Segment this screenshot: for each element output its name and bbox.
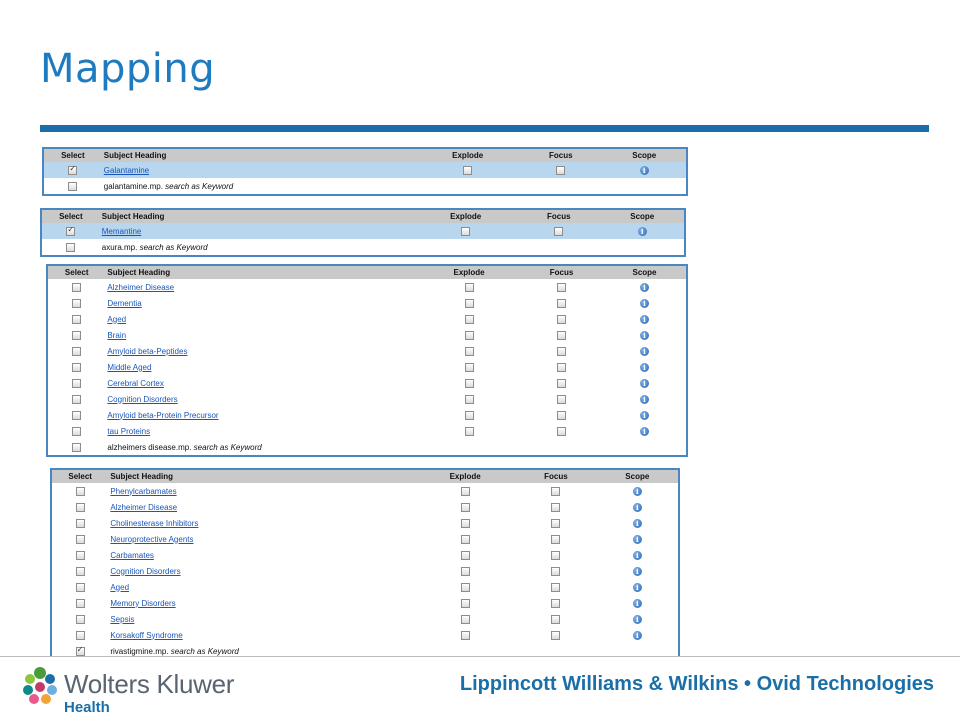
subject-heading-link[interactable]: Korsakoff Syndrome: [110, 630, 183, 640]
focus-checkbox[interactable]: [557, 347, 566, 356]
mapping-panel-memantine: [40, 208, 686, 257]
focus-checkbox[interactable]: [551, 567, 560, 576]
select-checkbox[interactable]: [76, 551, 85, 560]
explode-checkbox[interactable]: [461, 535, 470, 544]
table-row: [44, 178, 686, 194]
scope-info-icon[interactable]: i: [633, 583, 642, 592]
subject-heading-link[interactable]: Alzheimer Disease: [107, 282, 175, 292]
table-row: [48, 327, 686, 343]
explode-checkbox[interactable]: [465, 315, 474, 324]
wolters-kluwer-logo-icon: [20, 665, 60, 705]
table-row: [52, 515, 678, 531]
select-checkbox[interactable]: [76, 583, 85, 592]
table-row: [48, 439, 686, 455]
focus-checkbox[interactable]: [551, 487, 560, 496]
scope-info-icon[interactable]: i: [633, 551, 642, 560]
select-checkbox[interactable]: [72, 299, 81, 308]
scope-info-icon[interactable]: i: [633, 599, 642, 608]
subject-heading-link[interactable]: Amyloid beta-Peptides: [107, 346, 188, 356]
focus-checkbox[interactable]: [551, 615, 560, 624]
focus-checkbox[interactable]: [557, 299, 566, 308]
col-header-scope: Scope: [597, 470, 678, 483]
focus-checkbox[interactable]: [557, 379, 566, 388]
select-checkbox[interactable]: [76, 615, 85, 624]
scope-info-icon[interactable]: i: [633, 503, 642, 512]
subject-heading-link[interactable]: Carbamates: [110, 550, 154, 560]
mapping-panel-galantamine: [42, 147, 688, 196]
mapping-table: [42, 210, 684, 255]
table-row: [52, 531, 678, 547]
col-header-scope: Scope: [601, 210, 684, 223]
table-row: [42, 239, 684, 255]
subject-heading-link[interactable]: tau Proteins: [107, 426, 151, 436]
keyword-suffix: search as Keyword: [137, 242, 208, 252]
table-row: [52, 547, 678, 563]
explode-checkbox[interactable]: [465, 283, 474, 292]
select-checkbox[interactable]: [76, 567, 85, 576]
select-checkbox[interactable]: [72, 379, 81, 388]
focus-checkbox[interactable]: [551, 535, 560, 544]
table-row: [48, 311, 686, 327]
col-header-subject: Subject Heading: [108, 470, 415, 483]
select-checkbox[interactable]: [72, 347, 81, 356]
subject-heading-link[interactable]: Dementia: [107, 298, 142, 308]
keyword-term: rivastigmine.mp.: [110, 646, 169, 656]
subject-heading-link[interactable]: Aged: [107, 314, 127, 324]
select-checkbox[interactable]: [76, 599, 85, 608]
table-row: [48, 407, 686, 423]
table-header-row: [44, 149, 686, 162]
focus-checkbox[interactable]: [557, 283, 566, 292]
scope-info-icon[interactable]: i: [633, 487, 642, 496]
explode-checkbox[interactable]: [465, 427, 474, 436]
explode-checkbox[interactable]: [461, 487, 470, 496]
focus-checkbox[interactable]: [551, 583, 560, 592]
scope-info-icon[interactable]: i: [633, 567, 642, 576]
select-checkbox[interactable]: [76, 519, 85, 528]
table-row: [42, 223, 684, 239]
select-checkbox[interactable]: [76, 535, 85, 544]
focus-checkbox[interactable]: [551, 519, 560, 528]
subject-heading-link[interactable]: Cerebral Cortex: [107, 378, 164, 388]
subject-heading-link[interactable]: Brain: [107, 330, 127, 340]
select-checkbox[interactable]: [76, 487, 85, 496]
table-row: [44, 162, 686, 178]
keyword-suffix: search as Keyword: [168, 646, 239, 656]
scope-info-icon[interactable]: i: [640, 347, 649, 356]
explode-checkbox[interactable]: [465, 363, 474, 372]
focus-checkbox[interactable]: [551, 503, 560, 512]
subject-heading-link[interactable]: Cognition Disorders: [110, 566, 181, 576]
keyword-term: alzheimers disease.mp.: [107, 442, 192, 452]
subject-heading-link[interactable]: Memantine: [101, 226, 142, 236]
mapping-table: [52, 470, 678, 659]
focus-checkbox[interactable]: [551, 631, 560, 640]
col-header-scope: Scope: [603, 149, 686, 162]
scope-info-icon[interactable]: i: [640, 166, 649, 175]
title-divider: [40, 125, 929, 132]
explode-checkbox[interactable]: [461, 551, 470, 560]
col-header-explode: Explode: [416, 149, 519, 162]
col-header-focus: Focus: [519, 149, 602, 162]
select-checkbox[interactable]: [72, 315, 81, 324]
explode-checkbox[interactable]: [461, 631, 470, 640]
focus-checkbox[interactable]: [557, 427, 566, 436]
footer: [0, 656, 960, 721]
select-checkbox[interactable]: [72, 331, 81, 340]
explode-checkbox[interactable]: [461, 615, 470, 624]
table-row: [48, 343, 686, 359]
keyword-suffix: search as Keyword: [191, 442, 262, 452]
keyword-term: galantamine.mp.: [103, 181, 163, 191]
keyword-term: axura.mp.: [101, 242, 138, 252]
col-header-subject: Subject Heading: [102, 149, 417, 162]
table-row: [48, 359, 686, 375]
explode-checkbox[interactable]: [461, 227, 470, 236]
table-row: [52, 627, 678, 643]
select-checkbox[interactable]: [76, 631, 85, 640]
col-header-scope: Scope: [603, 266, 686, 279]
select-checkbox[interactable]: [66, 243, 75, 252]
select-checkbox[interactable]: [72, 443, 81, 452]
mapping-panel-rivastigmine: [50, 468, 680, 661]
explode-checkbox[interactable]: [461, 599, 470, 608]
select-checkbox[interactable]: [72, 363, 81, 372]
table-row: [52, 611, 678, 627]
select-checkbox[interactable]: [68, 182, 77, 191]
subject-heading-link[interactable]: Galantamine: [103, 165, 150, 175]
scope-info-icon[interactable]: i: [638, 227, 647, 236]
table-row: [48, 423, 686, 439]
explode-checkbox[interactable]: [461, 567, 470, 576]
subject-heading-link[interactable]: Aged: [110, 582, 130, 592]
scope-info-icon[interactable]: i: [640, 411, 649, 420]
select-checkbox[interactable]: [76, 647, 85, 656]
subject-heading-link[interactable]: Cholinesterase Inhibitors: [110, 518, 199, 528]
select-checkbox[interactable]: [72, 411, 81, 420]
scope-info-icon[interactable]: i: [640, 395, 649, 404]
subject-heading-link[interactable]: Amyloid beta-Protein Precursor: [107, 410, 219, 420]
col-header-select: Select: [48, 266, 105, 279]
col-header-select: Select: [44, 149, 102, 162]
mapping-table: [44, 149, 686, 194]
slide-title: Mapping: [40, 46, 216, 92]
table-row: [48, 375, 686, 391]
keyword-suffix: search as Keyword: [162, 181, 234, 191]
col-header-focus: Focus: [515, 470, 596, 483]
col-header-subject: Subject Heading: [100, 210, 415, 223]
focus-checkbox[interactable]: [557, 315, 566, 324]
select-checkbox[interactable]: [72, 395, 81, 404]
focus-checkbox[interactable]: [556, 166, 565, 175]
subject-heading-link[interactable]: Sepsis: [110, 614, 135, 624]
scope-info-icon[interactable]: i: [633, 631, 642, 640]
col-header-select: Select: [42, 210, 100, 223]
select-checkbox[interactable]: [72, 283, 81, 292]
subject-heading-link[interactable]: Cognition Disorders: [107, 394, 178, 404]
col-header-explode: Explode: [418, 266, 520, 279]
subject-heading-link[interactable]: Alzheimer Disease: [110, 502, 178, 512]
col-header-subject: Subject Heading: [105, 266, 418, 279]
table-header-row: [48, 266, 686, 279]
scope-info-icon[interactable]: i: [640, 363, 649, 372]
scope-info-icon[interactable]: i: [640, 379, 649, 388]
table-header-row: [52, 470, 678, 483]
explode-checkbox[interactable]: [465, 411, 474, 420]
subject-heading-link[interactable]: Middle Aged: [107, 362, 152, 372]
explode-checkbox[interactable]: [465, 395, 474, 404]
scope-info-icon[interactable]: i: [640, 283, 649, 292]
focus-checkbox[interactable]: [551, 551, 560, 560]
mapping-panel-alzheimers: [46, 264, 688, 457]
col-header-explode: Explode: [414, 210, 517, 223]
table-row: [52, 579, 678, 595]
focus-checkbox[interactable]: [551, 599, 560, 608]
focus-checkbox[interactable]: [557, 395, 566, 404]
col-header-explode: Explode: [415, 470, 515, 483]
footer-brand-left: Wolters Kluwer: [64, 669, 235, 699]
scope-info-icon[interactable]: i: [633, 519, 642, 528]
focus-checkbox[interactable]: [557, 411, 566, 420]
subject-heading-link[interactable]: Phenylcarbamates: [110, 486, 177, 496]
scope-info-icon[interactable]: i: [633, 535, 642, 544]
select-checkbox[interactable]: [72, 427, 81, 436]
focus-checkbox[interactable]: [557, 331, 566, 340]
subject-heading-link[interactable]: Memory Disorders: [110, 598, 176, 608]
table-row: [48, 295, 686, 311]
scope-info-icon[interactable]: i: [640, 315, 649, 324]
col-header-select: Select: [52, 470, 108, 483]
explode-checkbox[interactable]: [465, 331, 474, 340]
col-header-focus: Focus: [520, 266, 603, 279]
scope-info-icon[interactable]: i: [640, 299, 649, 308]
explode-checkbox[interactable]: [463, 166, 472, 175]
table-row: [52, 483, 678, 499]
select-checkbox[interactable]: [66, 227, 75, 236]
footer-brand-left-sub: Health: [64, 699, 110, 716]
explode-checkbox[interactable]: [461, 519, 470, 528]
table-header-row: [42, 210, 684, 223]
scope-info-icon[interactable]: i: [640, 331, 649, 340]
focus-checkbox[interactable]: [554, 227, 563, 236]
explode-checkbox[interactable]: [461, 503, 470, 512]
explode-checkbox[interactable]: [465, 299, 474, 308]
select-checkbox[interactable]: [76, 503, 85, 512]
table-row: [52, 563, 678, 579]
footer-brand-right: Lippincott Williams & Wilkins • Ovid Technologies: [459, 673, 934, 695]
focus-checkbox[interactable]: [557, 363, 566, 372]
scope-info-icon[interactable]: i: [633, 615, 642, 624]
table-row: [48, 279, 686, 295]
select-checkbox[interactable]: [68, 166, 77, 175]
subject-heading-link[interactable]: Neuroprotective Agents: [110, 534, 194, 544]
explode-checkbox[interactable]: [461, 583, 470, 592]
table-row: [48, 391, 686, 407]
table-row: [52, 595, 678, 611]
scope-info-icon[interactable]: i: [640, 427, 649, 436]
explode-checkbox[interactable]: [465, 379, 474, 388]
explode-checkbox[interactable]: [465, 347, 474, 356]
mapping-table: [48, 266, 686, 455]
table-row: [52, 499, 678, 515]
col-header-focus: Focus: [517, 210, 600, 223]
